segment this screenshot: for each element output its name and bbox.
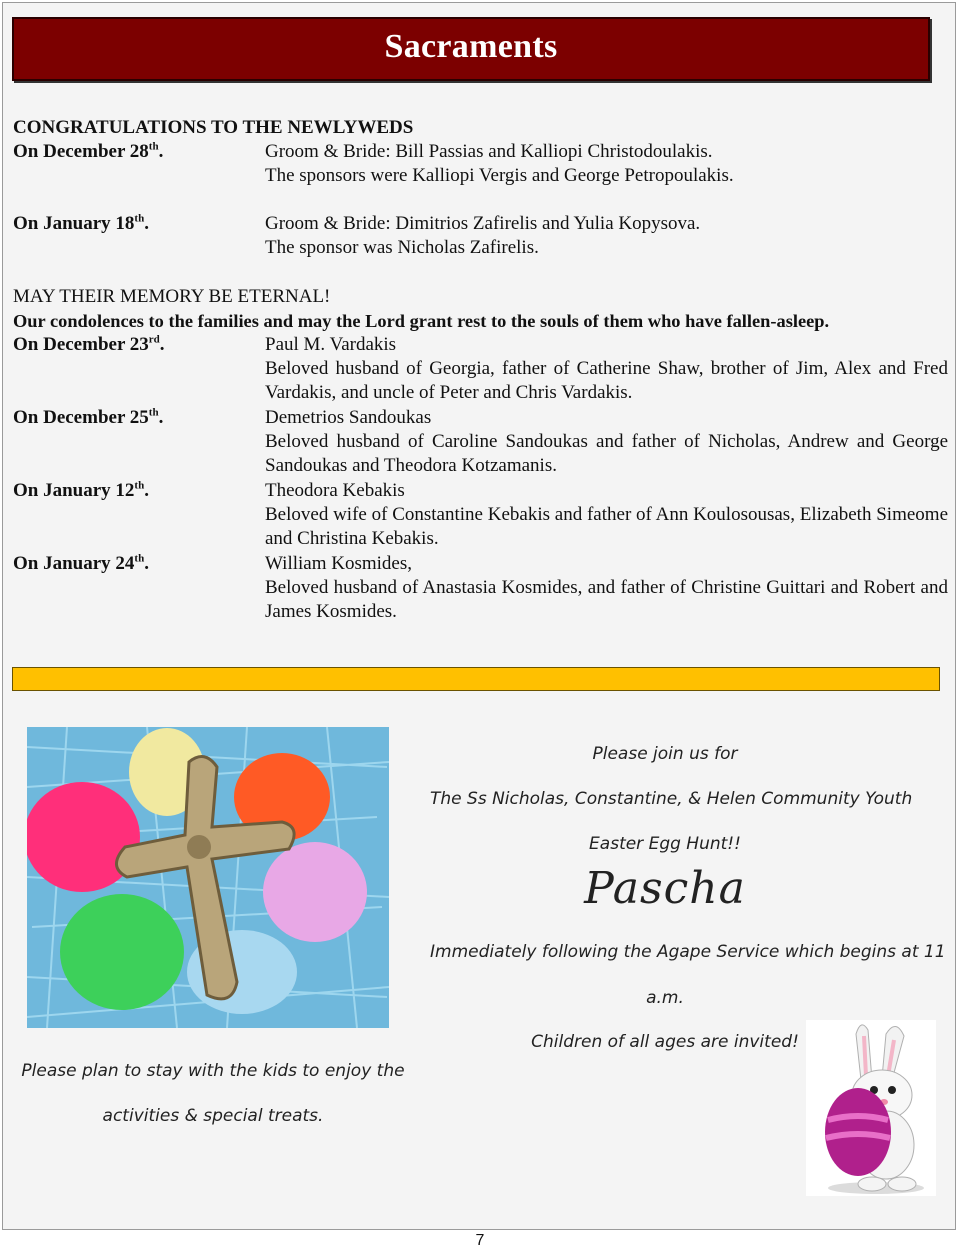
memorial-description: Beloved husband of Georgia, father of Catherine Shaw, brother of Jim, Alex and Fred Vardakis, and uncle of Peter and Chris Vardakis. [265,358,948,403]
memorial-date: On December 23rd. [13,333,165,355]
memorial-date: On January 12th. [13,479,149,501]
wedding-date: On December 28th. [13,140,164,162]
memorial-date: On January 24th. [13,552,149,574]
timing-text-continued: a.m. [646,988,684,1008]
event-text: Easter Egg Hunt!! [589,834,741,854]
memorial-date: On December 25th. [13,406,164,428]
memorial-name: Theodora Kebakis [265,480,405,501]
easter-bunny-image [806,1020,936,1196]
plan-stay-text: Please plan to stay with the kids to enjoy the [21,1061,405,1081]
easter-eggs-cross-image [27,727,389,1028]
memorial-description: Beloved husband of Anastasia Kosmides, and father of Christine Guittari and Robert and James Kosmides. [265,577,948,622]
wedding-sponsors: The sponsor was Nicholas Zafirelis. [265,237,539,258]
section-banner [12,17,930,81]
memorial-name: Demetrios Sandoukas [265,407,432,428]
memorial-description: Beloved husband of Caroline Sandoukas and father of Nicholas, Andrew and George Sandoukas and Theodora Kotzamanis. [265,431,948,476]
timing-text: Immediately following the Agape Service which begins at 11 [430,942,946,962]
memorial-name: Paul M. Vardakis [265,334,397,355]
memorial-heading: MAY THEIR MEMORY BE ETERNAL! [13,286,331,307]
community-text: The Ss Nicholas, Constantine, & Helen Community Youth [430,789,913,809]
plan-stay-text-continued: activities & special treats. [102,1106,324,1126]
wedding-date: On January 18th. [13,212,149,234]
page-number: 7 [475,1232,485,1249]
weddings-heading: CONGRATULATIONS TO THE NEWLYWEDS [13,117,414,138]
condolences-text: Our condolences to the families and may the Lord grant rest to the souls of them who have fallen-asleep. [13,311,830,331]
memorial-name: William Kosmides, [265,553,412,574]
children-invited-text: Children of all ages are invited! [531,1032,799,1052]
wedding-couple: Groom & Bride: Bill Passias and Kalliopi Christodoulakis. [265,141,713,162]
memorial-description: Beloved wife of Constantine Kebakis and father of Ann Koulosousas, Elizabeth Simeome and Christina Kebakis. [265,504,948,549]
page-title: Sacraments [384,28,558,65]
invite-text: Please join us for [592,744,738,764]
section-divider-bar [12,667,940,691]
wedding-couple: Groom & Bride: Dimitrios Zafirelis and Yulia Kopysova. [265,213,701,234]
pascha-title: Pascha [584,863,746,914]
wedding-sponsors: The sponsors were Kalliopi Vergis and George Petropoulakis. [265,165,734,186]
